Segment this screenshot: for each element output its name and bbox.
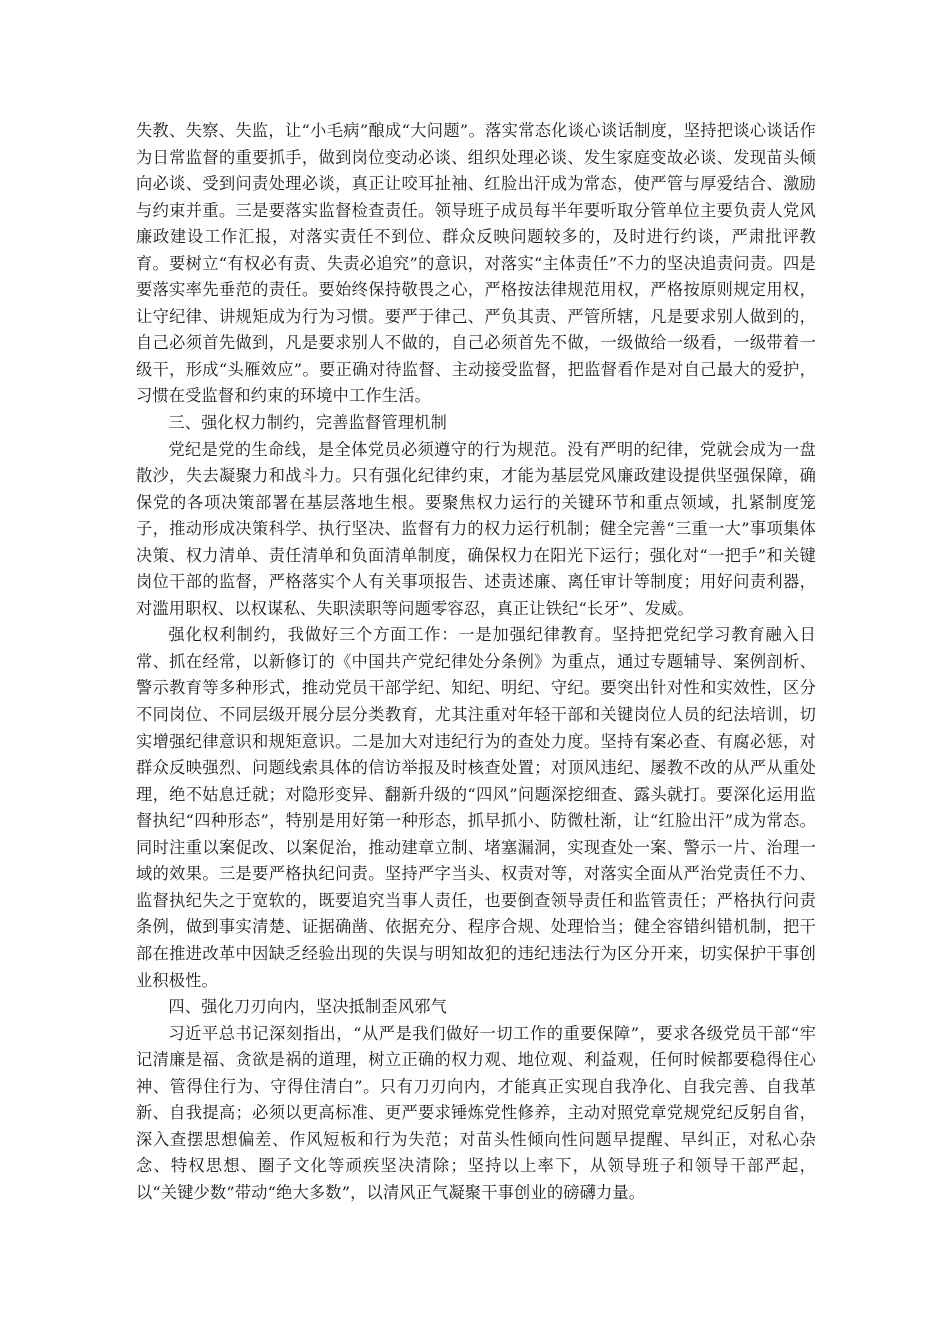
paragraph-power-restriction: 强化权利制约，我做好三个方面工作：一是加强纪律教育。坚持把党纪学习教育融入日常、抓在经常，以新修订的《中国共产党纪律处分条例》为重点，通过专题辅导、案例剖析、警示教育等多种形式，推动党员干部学纪、知纪、明纪、守纪。要突出针对性和实效性，区分不同岗位、不同层级开展分层分类教育，尤其注重对年轻干部和关键岗位人员的纪法培训，切实增强纪律意识和规矩意识。二是加大对违纪行为的查处力度。坚持有案必查、有腐必惩，对群众反映强烈、问题线索具体的信访举报及时核查处置；对顶风违纪、屡教不改的从严从重处理，绝不姑息迁就；对隐形变异、翻新升级的“四风”问题深挖细查、露头就打。要深化运用监督执纪“四种形态”，特别是用好第一种形态，抓早抓小、防微杜渐，让“红脸出汗”成为常态。同时注重以案促改、以案促治，推动建章立制、堵塞漏洞，实现查处一案、警示一片、治理一域的效果。三是要严格执纪问责。坚持严字当头、权责对等，对落实全面从严治党责任不力、监督执纪失之于宽软的，既要追究当事人责任，也要倒查领导责任和监管责任；严格执行问责条例，做到事实清楚、证据确凿、依据充分、程序合规、处理恰当；健全容错纠错机制，把干部在推进改革中因缺乏经验出现的失误与明知故犯的违纪违法行为区分开来，切实保护干事创业积极性。 (136, 625, 816, 990)
document-page (136, 118, 816, 1206)
section-heading-three: 三、强化权力制约，完善监督管理机制 (168, 413, 447, 433)
section-heading-four: 四、强化刀刃向内，坚决抵制歪风邪气 (168, 997, 447, 1017)
paragraph-party-discipline: 党纪是党的生命线，是全体党员必须遵守的行为规范。没有严明的纪律，党就会成为一盘散沙，失去凝聚力和战斗力。只有强化纪律约束，才能为基层党风廉政建设提供坚强保障，确保党的各项决策部署在基层落地生根。要聚焦权力运行的关键环节和重点领域，扎紧制度笼子，推动形成决策科学、执行坚决、监督有力的权力运行机制；健全完善“三重一大”事项集体决策、权力清单、责任清单和负面清单制度，确保权力在阳光下运行；强化对“一把手”和关键岗位干部的监督，严格落实个人有关事项报告、述责述廉、离任审计等制度；用好问责利器，对滥用职权、以权谋私、失职渎职等问题零容忍，真正让铁纪“长牙”、发威。 (136, 439, 816, 618)
paragraph-self-discipline: 习近平总书记深刻指出，“从严是我们做好一切工作的重要保障”，要求各级党员干部“牢记清廉是福、贪欲是祸的道理，树立正确的权力观、地位观、利益观，任何时候都要稳得住心神、管得住行为、守得住清白”。只有刀刃向内，才能真正实现自我净化、自我完善、自我革新、自我提高；必须以更高标准、更严要求锤炼党性修养，主动对照党章党规党纪反躬自省，深入查摆思想偏差、作风短板和行为失范；对苗头性倾向性问题早提醒、早纠正，对私心杂念、特权思想、圈子文化等顽疾坚决清除；坚持以上率下，从领导班子和领导干部严起，以“关键少数”带动“绝大多数”，以清风正气凝聚干事创业的磅礴力量。 (136, 1023, 816, 1202)
paragraph-continued: 失教、失察、失监，让“小毛病”酿成“大问题”。落实常态化谈心谈话制度，坚持把谈心谈话作为日常监督的重要抓手，做到岗位变动必谈、组织处理必谈、发生家庭变故必谈、发现苗头倾向必谈、受到问责处理必谈，真正让咬耳扯袖、红脸出汗成为常态，使严管与厚爱结合、激励与约束并重。三是要落实监督检查责任。领导班子成员每半年要听取分管单位主要负责人党风廉政建设工作汇报，对落实责任不到位、群众反映问题较多的，及时进行约谈，严肃批评教育。要树立“有权必有责、失责必追究”的意识，对落实“主体责任”不力的坚决追责问责。四是要落实率先垂范的责任。要始终保持敬畏之心，严格按法律规范用权，严格按原则规定用权，让守纪律、讲规矩成为行为习惯。要严于律己、严负其责、严管所辖，凡是要求别人做到的，自己必须首先做到，凡是要求别人不做的，自己必须首先不做，一级做给一级看，一级带着一级干，形成“头雁效应”。要正确对待监督、主动接受监督，把监督看作是对自己最大的爱护，习惯在受监督和约束的环境中工作生活。 (136, 121, 816, 406)
